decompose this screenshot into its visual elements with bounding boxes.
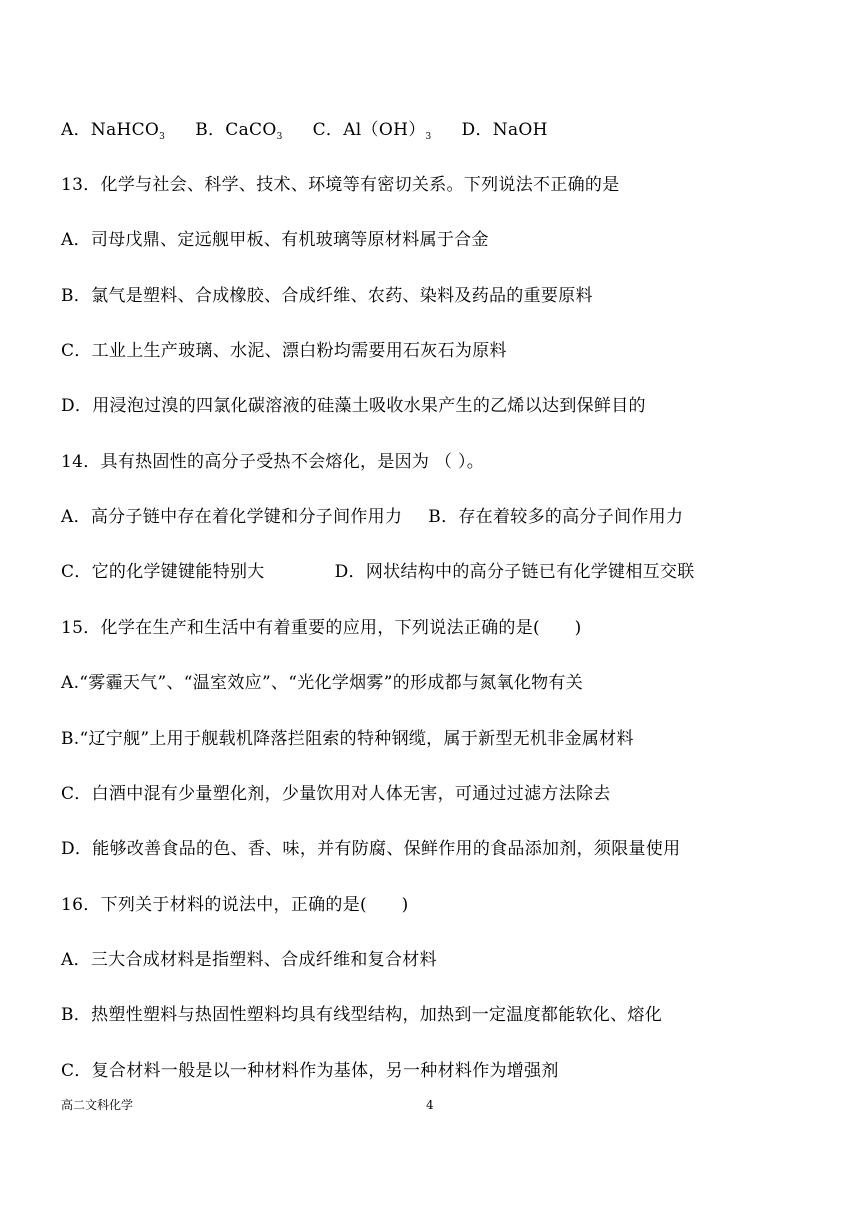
q14-stem: 14．具有热固性的高分子受热不会熔化，是因为 （ ）。 xyxy=(61,452,485,472)
q14-option-c: C．它的化学键键能特别大 xyxy=(61,562,265,582)
q15-option-a: A.“雾霾天气”、“温室效应”、“光化学烟雾”的形成都与氮氧化物有关 xyxy=(61,673,584,693)
q16-option-c: C．复合材料一般是以一种材料作为基体，另一种材料作为增强剂 xyxy=(61,1061,559,1081)
q14-option-b: B．存在着较多的高分子间作用力 xyxy=(428,507,684,527)
q14-option-a: A．高分子链中存在着化学键和分子间作用力 xyxy=(61,507,403,527)
q13-option-d: D．用浸泡过溴的四氯化碳溶液的硅藻土吸收水果产生的乙烯以达到保鲜目的 xyxy=(61,396,646,416)
q16-option-a: A．三大合成材料是指塑料、合成纤维和复合材料 xyxy=(61,950,437,970)
page-number: 4 xyxy=(426,1098,434,1112)
q15-option-c: C．白酒中混有少量塑化剂，少量饮用对人体无害，可通过过滤方法除去 xyxy=(61,784,611,804)
footer-subject: 高二文科化学 xyxy=(61,1098,134,1112)
q12-option-b: B．CaCO$_3$ xyxy=(195,120,283,142)
q12-option-a: A．NaHCO$_3$ xyxy=(61,120,166,142)
q16-option-b: B．热塑性塑料与热固性塑料均具有线型结构，加热到一定温度都能软化、熔化 xyxy=(61,1005,662,1025)
q13-option-b: B．氯气是塑料、合成橡胶、合成纤维、农药、染料及药品的重要原料 xyxy=(61,286,593,306)
q13-option-c: C．工业上生产玻璃、水泥、漂白粉均需要用石灰石为原料 xyxy=(61,341,507,361)
q12-option-c: C．$Al(OH)_3$ xyxy=(312,120,432,142)
q13-stem: 13．化学与社会、科学、技术、环境等有密切关系。下列说法不正确的是 xyxy=(61,175,620,195)
q15-option-b: B.“辽宁舰”上用于舰载机降落拦阻索的特种钢缆，属于新型无机非金属材料 xyxy=(61,729,634,749)
q14-options-cd xyxy=(61,560,695,584)
q14-options-ab xyxy=(61,505,683,529)
q12-option-d: D．NaOH xyxy=(461,120,548,140)
q15-option-d: D．能够改善食品的色、香、味，并有防腐、保鲜作用的食品添加剂，须限量使用 xyxy=(61,839,681,859)
q13-option-a: A．司母戊鼎、定远舰甲板、有机玻璃等原材料属于合金 xyxy=(61,230,489,250)
q12-options xyxy=(61,118,548,142)
q14-option-d: D．网状结构中的高分子链已有化学键相互交联 xyxy=(334,562,695,582)
q15-stem: 15．化学在生产和生活中有着重要的应用，下列说法正确的是( ) xyxy=(61,618,582,638)
q16-stem: 16．下列关于材料的说法中，正确的是( ) xyxy=(61,895,409,915)
